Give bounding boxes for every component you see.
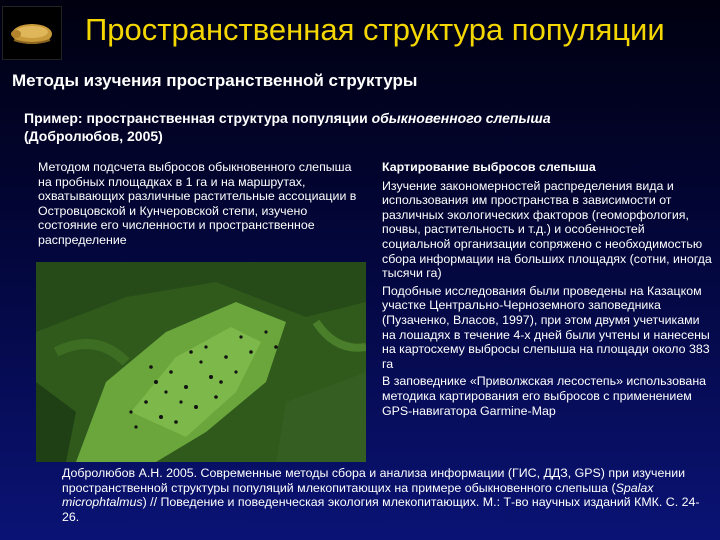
reference-latin-name: Spalax microphtalmus (62, 480, 654, 510)
slide-subtitle: Методы изучения пространственной структуры (12, 71, 418, 90)
example-prefix: Пример: пространственная структура популяции (24, 110, 372, 126)
slide-title: Пространственная структура популяции (85, 12, 665, 47)
mapping-section (382, 160, 712, 421)
literature-reference (62, 466, 712, 524)
mapping-paragraph-3: В заповеднике «Приволжская лесостепь» использована методика картирования его выбросов с применением GPS-навигатора Garmine-Map (382, 374, 707, 418)
mapping-paragraph-1: Изучение закономерностей распределения вида и использования им пространства в зависимости от различных экологических факторов (геоморфология, почвы, растительность и т.д.) и особенностей социальной организации сопряжено с необходимостью сбора информации на больших площадях (сотни, иногда тысячи га) (382, 178, 712, 281)
reference-part-1: Добролюбов А.Н. 2005. Современные методы сбора и анализа информации (ГИС, ДДЗ, GPS) при изучении пространственной структуры популяций млекопитающих на примере обыкновенного слепыша ( (62, 466, 686, 495)
mapping-heading: Картирование выбросов слепыша (382, 160, 596, 174)
aerial-photo (36, 262, 366, 462)
example-heading (24, 109, 584, 145)
mole-rat-logo-icon (2, 6, 62, 60)
method-description: Методом подсчета выбросов обыкновенного слепыша на пробных площадках в 1 га и на маршрутах, охватывающих различные растительные ассоциации в Островцовской и Кунчеровской степи, изучено состояние его численности и пространственное распределение (38, 160, 357, 247)
reference-part-2: ) // Поведение и поведенческая экология млекопитающих. М.: Т-во научных изданий КМК. С. 24-26. (62, 495, 700, 524)
example-species: обыкновенного слепыша (371, 110, 551, 126)
example-suffix: (Добролюбов, 2005) (24, 128, 163, 144)
mapping-paragraph-2: Подобные исследования были проведены на Казацком участке Центрально-Черноземного заповедника (Пузаченко, Власов, 1997), при этом двумя учетчиками на лошадях в течение 4-х дней были учтены и нанесены на картосхему выбросы слепыша на площади около 383 га (382, 283, 710, 371)
